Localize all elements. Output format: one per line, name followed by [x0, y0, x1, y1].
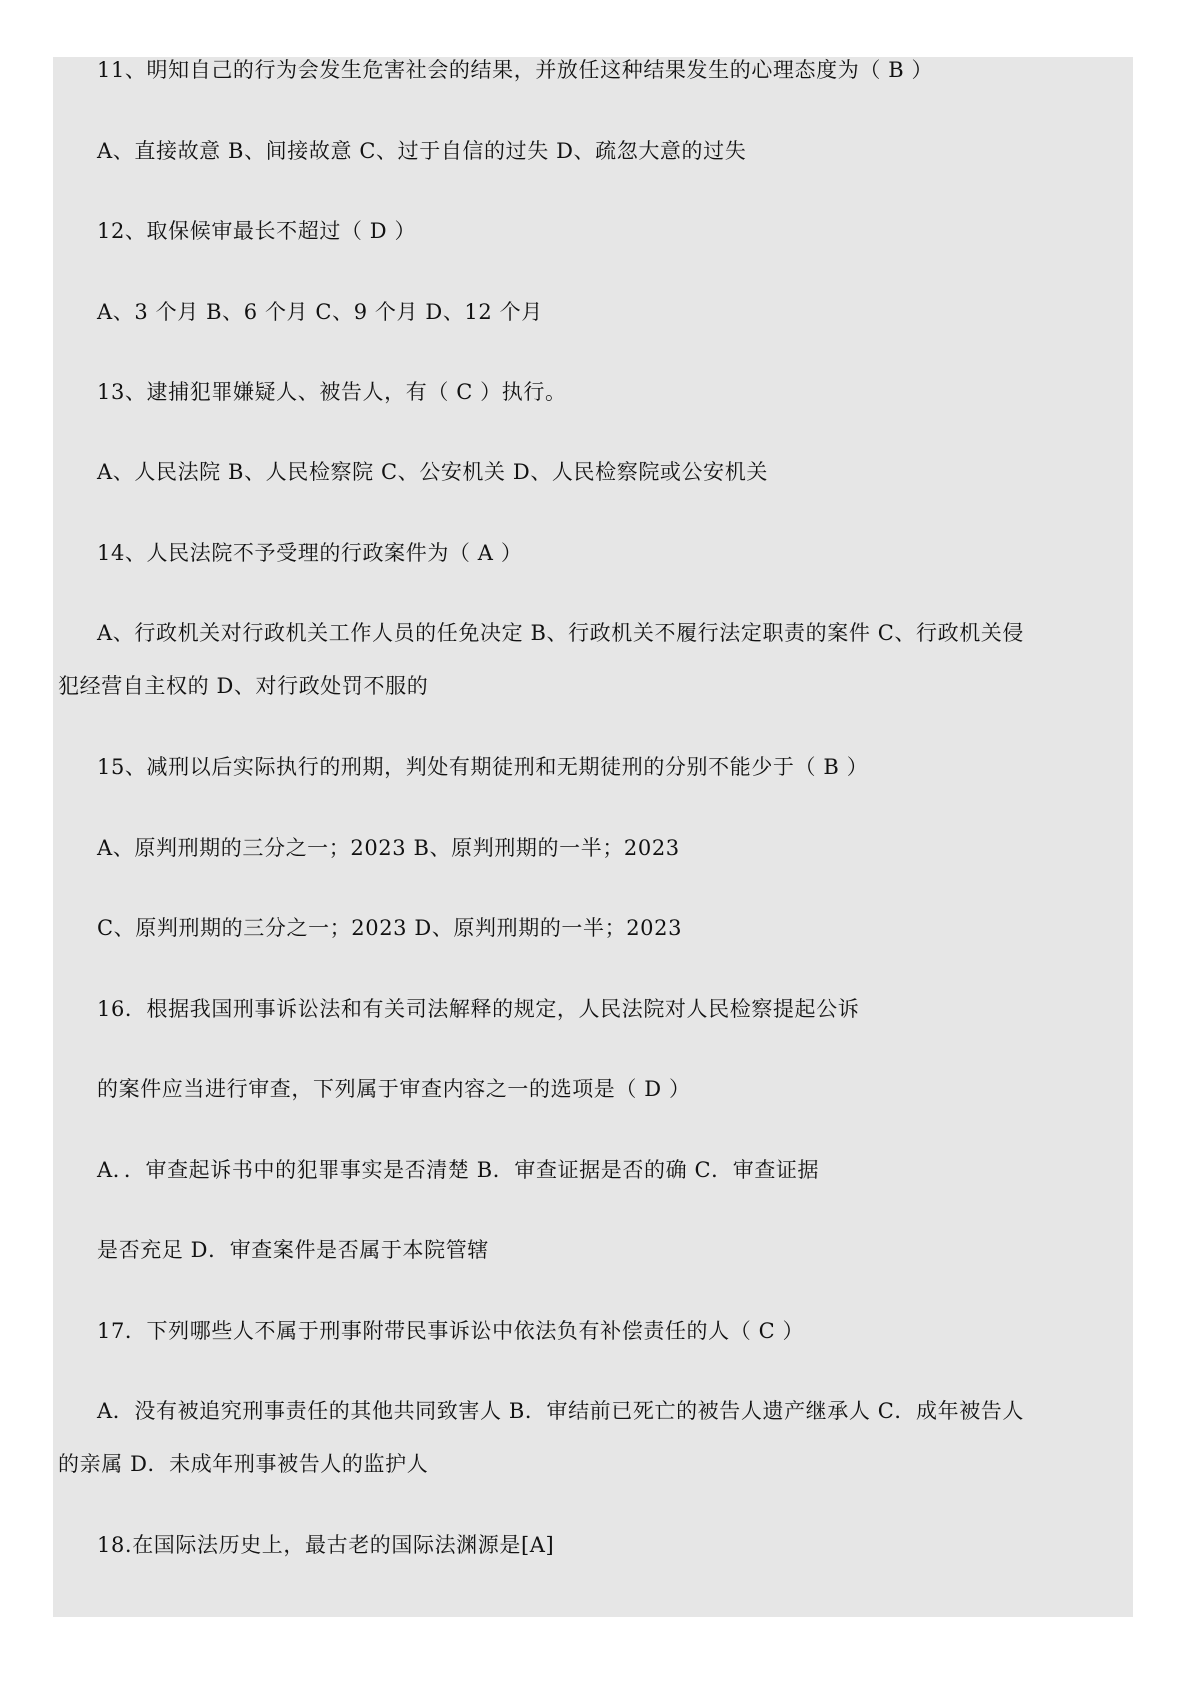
question-17-stem: 17．下列哪些人不属于刑事附带民事诉讼中依法负有补偿责任的人（ C ）: [97, 1319, 805, 1343]
question-15-stem: 15、减刑以后实际执行的刑期，判处有期徒刑和无期徒刑的分别不能少于（ B ）: [97, 755, 869, 779]
question-12-stem: 12、取保候审最长不超过（ D ）: [97, 219, 417, 243]
question-13-stem: 13、逮捕犯罪嫌疑人、被告人，有（ C ）执行。: [97, 380, 567, 404]
question-16-stem-line-2: 的案件应当进行审查，下列属于审查内容之一的选项是（ D ）: [97, 1077, 691, 1101]
question-11-stem: 11、明知自己的行为会发生危害社会的结果，并放任这种结果发生的心理态度为（ B ）: [97, 58, 934, 82]
question-16-options-line-1: A．．审查起诉书中的犯罪事实是否清楚 B．审查证据是否的确 C．审查证据: [97, 1158, 820, 1182]
question-16-options-line-2: 是否充足 D．审查案件是否属于本院管辖: [97, 1238, 489, 1262]
question-12-options: A、3 个月 B、6 个月 C、9 个月 D、12 个月: [97, 300, 543, 324]
question-15-options-line-1: A、原判刑期的三分之一；2023 B、原判刑期的一半；2023: [97, 836, 680, 860]
question-11-options: A、直接故意 B、间接故意 C、过于自信的过失 D、疏忽大意的过失: [97, 139, 747, 163]
question-18-stem: 18.在国际法历史上，最古老的国际法渊源是[A]: [97, 1533, 555, 1557]
question-16-stem-line-1: 16．根据我国刑事诉讼法和有关司法解释的规定，人民法院对人民检察提起公诉: [97, 997, 860, 1021]
question-15-options-line-2: C、原判刑期的三分之一；2023 D、原判刑期的一半；2023: [97, 916, 683, 940]
question-14-options-line-2: 犯经营自主权的 D、对行政处罚不服的: [58, 674, 429, 698]
question-14-stem: 14、人民法院不予受理的行政案件为（ A ）: [97, 541, 523, 565]
question-14-options-line-1: A、行政机关对行政机关工作人员的任免决定 B、行政机关不履行法定职责的案件 C、行政机关侵: [97, 621, 1025, 645]
question-17-options-line-2: 的亲属 D．未成年刑事被告人的监护人: [58, 1452, 429, 1476]
question-17-options-line-1: A．没有被追究刑事责任的其他共同致害人 B．审结前已死亡的被告人遗产继承人 C．成年被告人: [97, 1399, 1025, 1423]
question-13-options: A、人民法院 B、人民检察院 C、公安机关 D、人民检察院或公安机关: [97, 460, 768, 484]
